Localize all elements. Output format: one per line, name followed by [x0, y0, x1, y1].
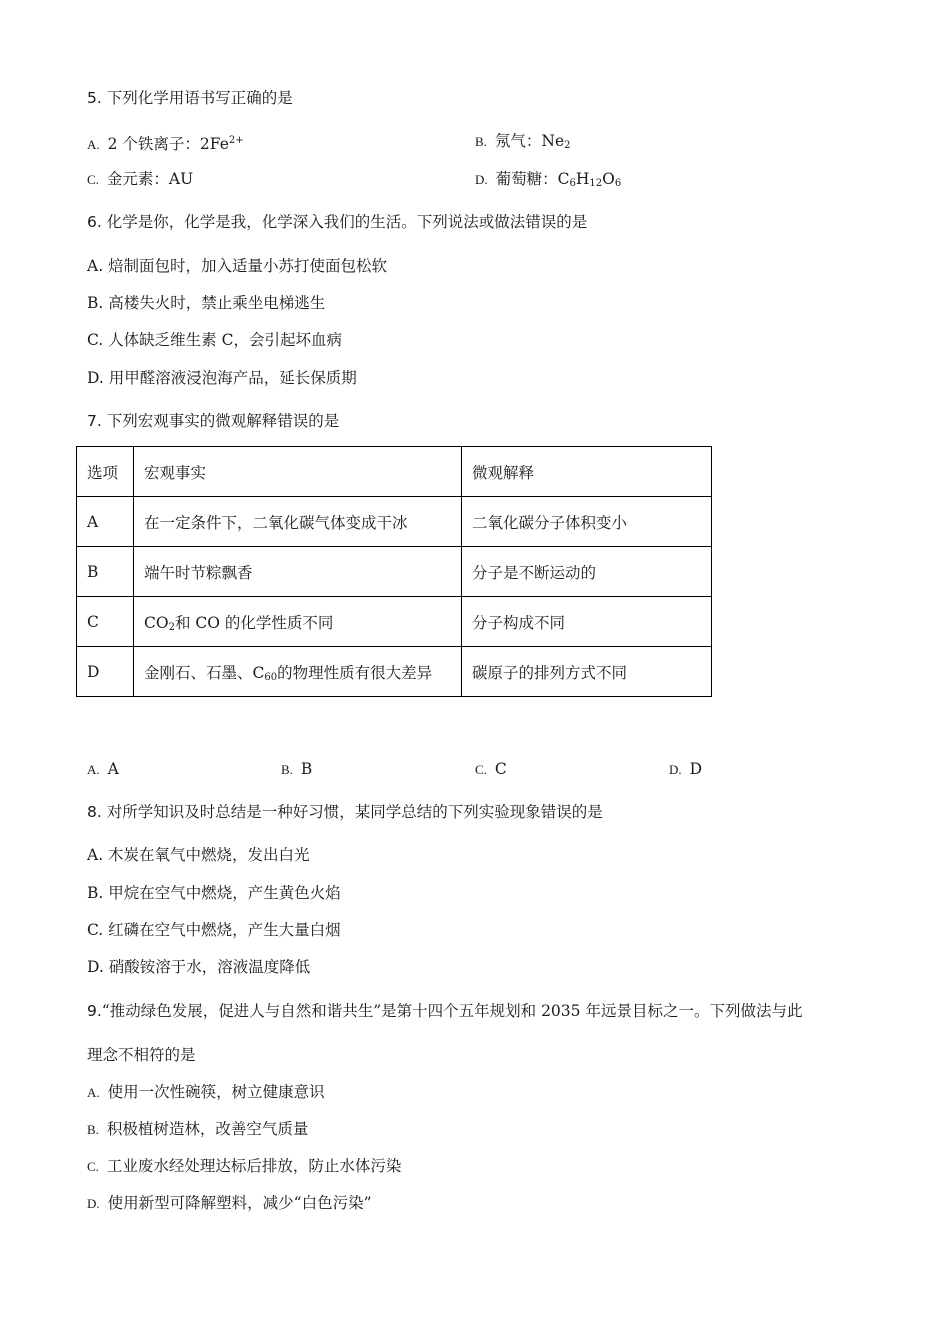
option-text: 使用一次性碗筷，树立健康意识 — [107, 1083, 325, 1101]
subscript: 6 — [614, 178, 622, 189]
question-number: 9. — [87, 1002, 102, 1020]
q8-option-a: A. 木炭在氧气中燃烧，发出白光 — [87, 846, 310, 864]
q7-choice-a — [87, 759, 119, 780]
question-text: “推动绿色发展，促进人与自然和谐共生”是第十四个五年规划和 2035 年远景目标之一。下列做法与此 — [101, 1002, 803, 1020]
option-text: B — [300, 760, 313, 778]
option-text: A — [107, 760, 119, 778]
question-9-stem — [87, 1001, 802, 1021]
question-5-stem — [87, 88, 293, 108]
q9-option-c — [87, 1156, 401, 1177]
q9-option-a — [87, 1082, 325, 1103]
q9-option-b — [87, 1119, 308, 1140]
fact-text: 和 CO 的化学性质不同 — [174, 613, 334, 632]
question-text: 化学是你，化学是我，化学深入我们的生活。下列说法或做法错误的是 — [106, 213, 588, 231]
question-7-stem — [87, 411, 339, 431]
option-letter: B. — [281, 762, 293, 777]
q8-option-b: B. 甲烷在空气中燃烧，产生黄色火焰 — [87, 884, 341, 902]
table-row — [77, 647, 712, 697]
q6-option-a: A. 焙制面包时，加入适量小苏打使面包松软 — [87, 257, 388, 275]
table-row — [77, 497, 712, 547]
option-text: D — [689, 760, 703, 778]
question-number: 5. — [87, 89, 102, 107]
table-row — [77, 597, 712, 647]
question-number: 6. — [87, 213, 102, 231]
subscript: 6 — [569, 178, 576, 189]
option-letter: D. — [475, 172, 488, 187]
option-letter: C. — [87, 172, 99, 187]
q9-option-d — [87, 1193, 372, 1214]
option-letter: D. — [87, 1196, 100, 1211]
table-cell-option: B — [77, 547, 134, 597]
fact-text: 金刚石、石墨、C — [144, 663, 265, 682]
subscript: 60 — [264, 671, 278, 683]
subscript: 2 — [564, 140, 571, 151]
q7-choice-c — [475, 759, 507, 780]
table-header-cell: 微观解释 — [462, 447, 712, 497]
table-cell-fact: 在一定条件下，二氧化碳气体变成干冰 — [134, 497, 462, 547]
q5-option-a — [87, 131, 244, 155]
table-cell-fact: 端午时节粽飘香 — [134, 547, 462, 597]
question-6-stem — [87, 212, 587, 232]
question-9-stem-cont: 理念不相符的是 — [87, 1046, 196, 1064]
option-letter: A. — [87, 1085, 100, 1100]
table-cell-option: A — [77, 497, 134, 547]
q5-option-c — [87, 169, 193, 190]
question-text: 下列化学用语书写正确的是 — [106, 89, 293, 107]
option-text: 2 个铁离子：2Fe — [107, 135, 229, 153]
fact-text: 的物理性质有很大差异 — [277, 663, 433, 682]
q8-option-d: D. 硝酸铵溶于水，溶液温度降低 — [87, 958, 311, 976]
table-cell-option: D — [77, 647, 134, 697]
table-cell-fact — [134, 597, 462, 647]
option-letter: B. — [475, 134, 487, 149]
option-text: 氖气：Ne — [494, 132, 565, 150]
q8-option-c: C. 红磷在空气中燃烧，产生大量白烟 — [87, 921, 341, 939]
table-header-cell: 宏观事实 — [134, 447, 462, 497]
option-text: 工业废水经处理达标后排放，防止水体污染 — [106, 1157, 402, 1175]
option-text: O — [602, 170, 615, 188]
q6-option-c: C. 人体缺乏维生素 C，会引起坏血病 — [87, 331, 342, 349]
q7-table — [76, 446, 712, 697]
option-letter: C. — [475, 762, 487, 777]
table-header-row — [77, 447, 712, 497]
option-letter: C. — [87, 1159, 99, 1174]
q6-option-d: D. 用甲醛溶液浸泡海产品，延长保质期 — [87, 369, 357, 387]
table-cell-option: C — [77, 597, 134, 647]
table-row — [77, 547, 712, 597]
option-letter: D. — [669, 762, 682, 777]
table-cell-explain: 碳原子的排列方式不同 — [462, 647, 712, 697]
option-text: C — [494, 760, 507, 778]
table-header-cell: 选项 — [77, 447, 134, 497]
option-text: H — [575, 170, 590, 188]
option-text: 金元素：AU — [106, 170, 194, 188]
subscript: 12 — [589, 178, 603, 189]
option-text: 葡萄糖：C — [495, 170, 570, 188]
table-cell-fact — [134, 647, 462, 697]
option-text: 积极植树造林，改善空气质量 — [106, 1120, 309, 1138]
table-cell-explain: 二氧化碳分子体积变小 — [462, 497, 712, 547]
q6-option-b: B. 高楼失火时，禁止乘坐电梯逃生 — [87, 294, 326, 312]
fact-text: CO — [144, 613, 169, 632]
question-number: 7. — [87, 412, 102, 430]
question-text: 对所学知识及时总结是一种好习惯，某同学总结的下列实验现象错误的是 — [106, 803, 603, 821]
q5-option-d — [475, 169, 621, 194]
table-cell-explain: 分子构成不同 — [462, 597, 712, 647]
option-letter: A. — [87, 137, 100, 152]
option-letter: B. — [87, 1122, 99, 1137]
option-letter: A. — [87, 762, 100, 777]
q5-option-b — [475, 131, 571, 156]
table-cell-explain: 分子是不断运动的 — [462, 547, 712, 597]
q7-choice-b — [281, 759, 312, 780]
question-number: 8. — [87, 803, 102, 821]
subscript: 2 — [168, 621, 175, 633]
option-text: 使用新型可降解塑料，减少“白色污染” — [107, 1194, 372, 1212]
superscript: 2+ — [228, 135, 244, 146]
question-8-stem — [87, 802, 603, 822]
q7-choice-d — [669, 759, 702, 780]
question-text: 下列宏观事实的微观解释错误的是 — [106, 412, 340, 430]
